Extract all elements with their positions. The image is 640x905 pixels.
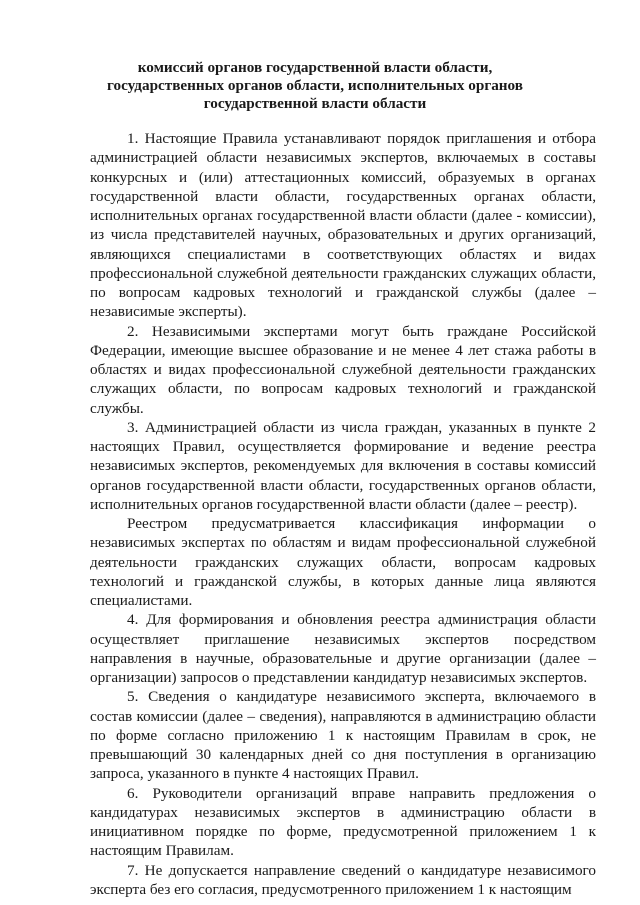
document-body: [90, 129, 596, 899]
paragraph-1: 1. Настоящие Правила устанавливают порядок приглашения и отбора администрацией области независимых экспертов, включаемых в составы конкурсных и (или) аттестационных комиссий, образуемых в органах государственной власти области, государственных органах области, исполнительных органах государственной власти области (далее - комиссии), из числа представителей научных, образовательных и других организаций, являющихся специалистами в соответствующих областях и видах профессиональной служебной деятельности гражданских служащих области, по вопросам кадровых технологий и гражданской службы (далее – независимые эксперты).: [90, 130, 596, 321]
document-heading: [100, 59, 530, 113]
paragraph-registry: Реестром предусматривается классификация информации о независимых экспертах по областям и видам профессиональной служебной деятельности гражданских служащих области, вопросам кадровых технологий и гражданской службы, в которых данные лица являются специалистами.: [90, 515, 596, 609]
paragraph-3: 3. Администрацией области из числа граждан, указанных в пункте 2 настоящих Правил, осуществляется формирование и ведение реестра независимых экспертов, рекомендуемых для включения в составы комиссий органов государственной власти области, государственных органов области, исполнительных органов государственной власти области (далее – реестр).: [90, 418, 596, 513]
heading-line-2: государственных органов области, исполнительных органов: [107, 77, 523, 94]
paragraph-7: 7. Не допускается направление сведений о кандидатуре независимого эксперта без его согласия, предусмотренного приложением 1 к настоящим: [90, 861, 596, 898]
paragraph-2: 2. Независимыми экспертами могут быть граждане Российской Федерации, имеющие высшее образование и не менее 4 лет стажа работы в областях и видах профессиональной служебной деятельности гражданских служащих области, по вопросам кадровых технологий и гражданской службы.: [90, 322, 596, 417]
heading-line-1: комиссий органов государственной власти области,: [137, 59, 493, 76]
paragraph-5: 5. Сведения о кандидатуре независимого эксперта, включаемого в состав комиссии (далее – сведения), направляются в администрацию области по форме согласно приложению 1 к настоящим Правилам в срок, не превышающий 30 календарных дней со дня поступления в организацию запроса, указанного в пункте 4 настоящих Правил.: [90, 688, 596, 783]
paragraph-6: 6. Руководители организаций вправе направить предложения о кандидатурах независимых экспертов в администрацию области в инициативном порядке по форме, предусмотренной приложением 1 к настоящим Правилам.: [90, 784, 596, 860]
paragraph-4: 4. Для формирования и обновления реестра администрация области осуществляет приглашение независимых экспертов посредством направления в научные, образовательные и другие организации (далее – организации) запросов о представлении кандидатур независимых экспертов.: [90, 611, 596, 686]
heading-line-3: государственной власти области: [203, 95, 427, 112]
